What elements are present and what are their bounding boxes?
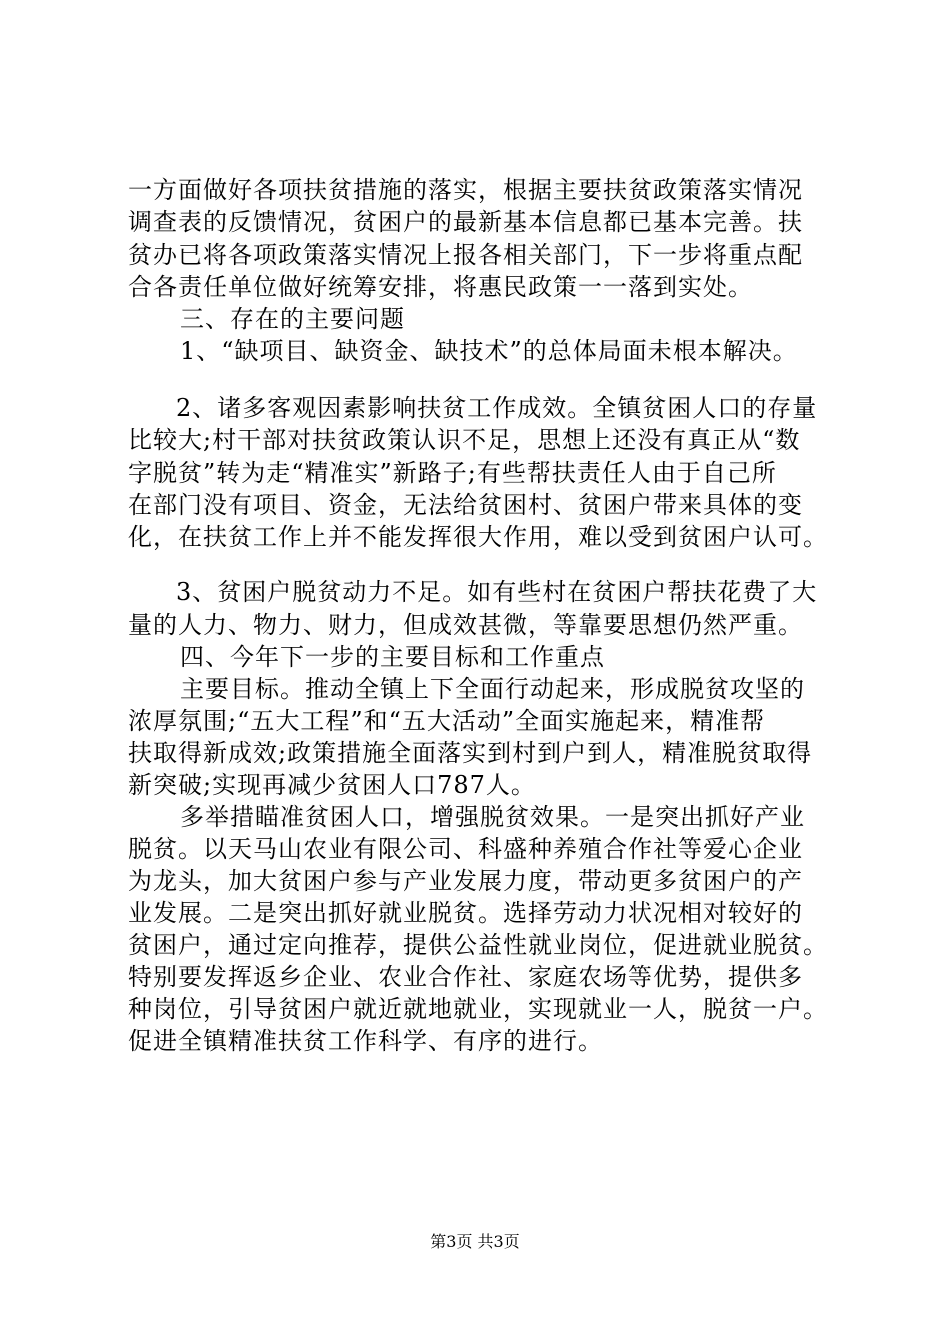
- text-line: 在部门没有项目、资金，无法给贫困村、贫困户带来具体的变: [128, 491, 803, 519]
- text-line: 种岗位，引导贫困户就近就地就业，实现就业一人，脱贫一户。: [128, 995, 828, 1023]
- text-line: 特别要发挥返乡企业、农业合作社、家庭农场等优势，提供多: [128, 963, 803, 991]
- text-line: 业发展。二是突出抓好就业脱贫。选择劳动力状况相对较好的: [128, 899, 803, 927]
- text-line: 3、贫困户脱贫动力不足。如有些村在贫困户帮扶花费了大: [176, 578, 818, 606]
- text-line: 2、诸多客观因素影响扶贫工作成效。全镇贫困人口的存量: [176, 394, 818, 422]
- section-heading: 三、存在的主要问题: [180, 305, 405, 333]
- text-line: 1、“缺项目、缺资金、缺技术”的总体局面未根本解决。: [180, 337, 798, 365]
- section-heading: 四、今年下一步的主要目标和工作重点: [180, 643, 605, 671]
- text-line: 合各责任单位做好统筹安排，将惠民政策一一落到实处。: [128, 273, 753, 301]
- text-line: 比较大;村干部对扶贫政策认识不足，思想上还没有真正从“数: [128, 426, 801, 454]
- text-line: 为龙头，加大贫困户参与产业发展力度，带动更多贫困户的产: [128, 867, 803, 895]
- page-number-footer: 第3页 共3页: [430, 1232, 520, 1251]
- text-line: 新突破;实现再减少贫困人口787人。: [128, 771, 536, 799]
- text-line: 一方面做好各项扶贫措施的落实，根据主要扶贫政策落实情况: [128, 176, 803, 204]
- text-line: 调查表的反馈情况，贫困户的最新基本信息都已基本完善。扶: [128, 208, 803, 236]
- text-line: 扶取得新成效;政策措施全面落实到村到户到人，精准脱贫取得: [128, 739, 813, 767]
- text-line: 主要目标。推动全镇上下全面行动起来，形成脱贫攻坚的: [180, 675, 805, 703]
- text-line: 化，在扶贫工作上并不能发挥很大作用，难以受到贫困户认可。: [128, 523, 828, 551]
- text-line: 多举措瞄准贫困人口，增强脱贫效果。一是突出抓好产业: [180, 803, 805, 831]
- text-line: 量的人力、物力、财力，但成效甚微，等靠要思想仍然严重。: [128, 611, 803, 639]
- text-line: 浓厚氛围;“五大工程”和“五大活动”全面实施起来，精准帮: [128, 707, 766, 735]
- text-line: 脱贫。以天马山农业有限公司、科盛种养殖合作社等爱心企业: [128, 835, 803, 863]
- text-line: 字脱贫”转为走“精准实”新路子;有些帮扶责任人由于自己所: [128, 459, 777, 487]
- text-line: 促进全镇精准扶贫工作科学、有序的进行。: [128, 1027, 603, 1055]
- text-line: 贫困户，通过定向推荐，提供公益性就业岗位，促进就业脱贫。: [128, 931, 828, 959]
- text-line: 贫办已将各项政策落实情况上报各相关部门，下一步将重点配: [128, 241, 803, 269]
